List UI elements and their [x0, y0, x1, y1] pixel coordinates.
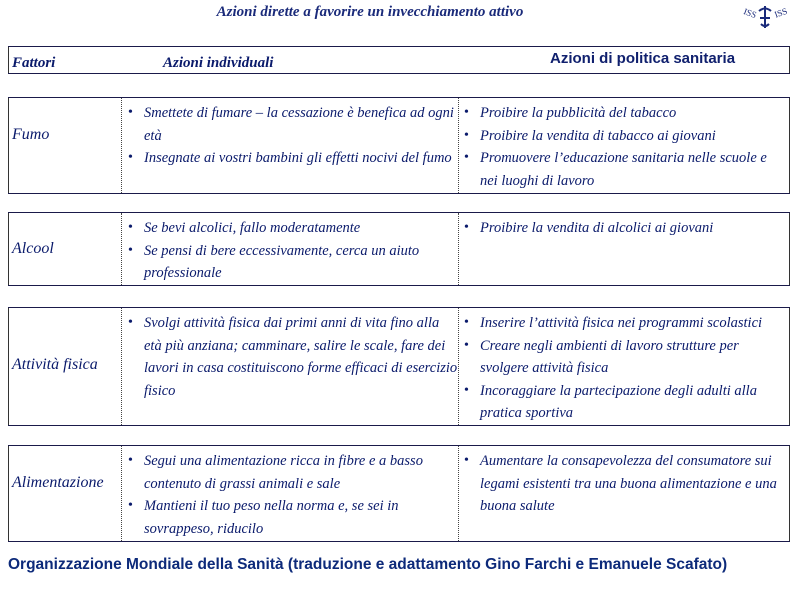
logo-left-text: ISS: [742, 6, 758, 21]
list-item: • Creare negli ambienti di lavoro strutture per svolgere attività fisica: [464, 335, 788, 380]
page-title: Azioni dirette a favorire un invecchiamento attivo: [216, 4, 524, 20]
list-item: • Promuovere l’educazione sanitaria nelle scuole e nei luoghi di lavoro: [464, 147, 788, 192]
list-item: • Mantieni il tuo peso nella norma e, se sei in sovrappeso, riducilo: [128, 495, 454, 540]
header-fattori: Fattori: [12, 55, 56, 71]
list-item: • Segui una alimentazione ricca in fibre e a basso contenuto di grassi animali e sale: [128, 450, 454, 495]
individual-actions: [128, 450, 454, 540]
list-item: • Proibire la pubblicità del tabacco: [464, 102, 788, 125]
list-item: • Se bevi alcolici, fallo moderatamente: [128, 217, 454, 240]
list-item: • Inserire l’attività fisica nei programmi scolastici: [464, 312, 788, 335]
factor-label: Attività fisica: [12, 356, 98, 373]
source-footer: Organizzazione Mondiale della Sanità (traduzione e adattamento Gino Farchi e Emanuele Scafato): [8, 556, 728, 573]
header-individual: Azioni individuali: [163, 55, 274, 71]
individual-actions: [128, 312, 458, 402]
list-item: • Proibire la vendita di tabacco ai giovani: [464, 125, 788, 148]
factor-label: Fumo: [12, 126, 50, 143]
table-row-attivita-fisica: [8, 307, 790, 426]
header-policy: Azioni di politica sanitaria: [550, 50, 736, 67]
policy-actions: [464, 102, 788, 192]
individual-actions: [128, 217, 454, 285]
list-item: • Se pensi di bere eccessivamente, cerca un aiuto professionale: [128, 240, 454, 285]
table-row-alcool: [8, 212, 790, 286]
policy-actions: [464, 217, 788, 240]
factor-label: Alimentazione: [12, 474, 104, 491]
list-item: • Proibire la vendita di alcolici ai giovani: [464, 217, 788, 240]
table-row-alimentazione: [8, 445, 790, 542]
logo-right-text: ISS: [772, 5, 788, 20]
list-item: • Svolgi attività fisica dai primi anni di vita fino alla età più anziana; camminare, salire le scale, fare dei lavori in casa costituiscono forme efficaci di esercizio fisico: [128, 312, 458, 402]
list-item: • Incoraggiare la partecipazione degli adulti alla pratica sportiva: [464, 380, 788, 425]
factor-label: Alcool: [12, 240, 54, 257]
policy-actions: [464, 450, 788, 518]
table-header: [8, 46, 790, 74]
list-item: • Insegnate ai vostri bambini gli effetti nocivi del fumo: [128, 147, 454, 170]
iss-logo-icon: [742, 2, 788, 32]
list-item: • Smettete di fumare – la cessazione è benefica ad ogni età: [128, 102, 454, 147]
individual-actions: [128, 102, 454, 170]
list-item: • Aumentare la consapevolezza del consumatore sui legami esistenti tra una buona alimentazione e una buona salute: [464, 450, 788, 518]
table-row-fumo: [8, 97, 790, 194]
policy-actions: [464, 312, 788, 425]
